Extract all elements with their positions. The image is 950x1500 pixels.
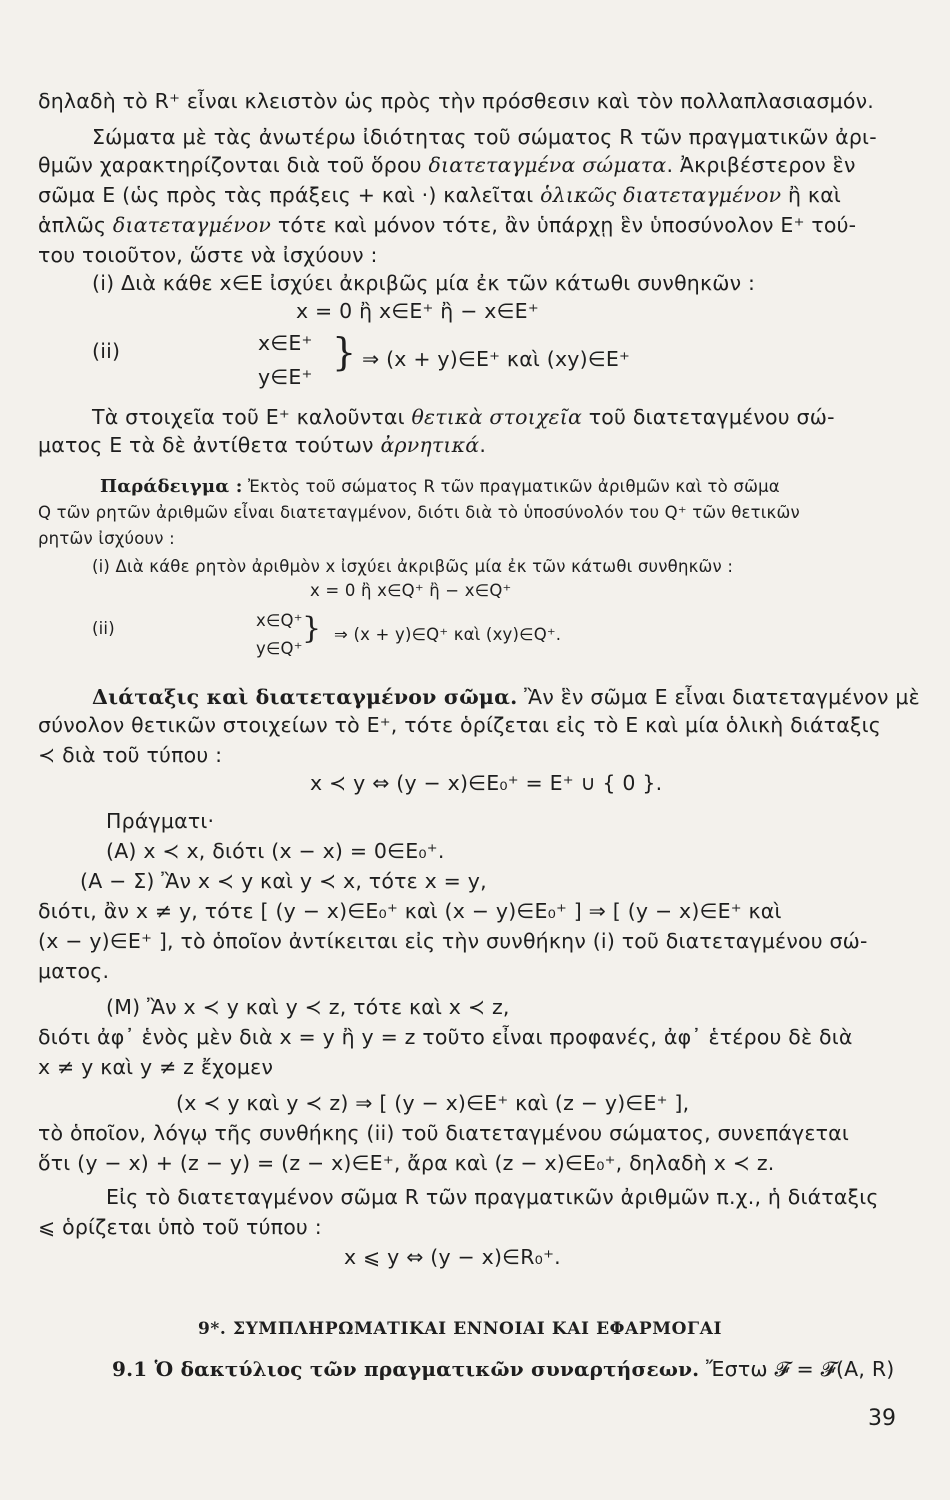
subsection-heading: 9.1 Ὁ δακτύλιος τῶν πραγματικῶν συναρτήσεων. Ἔστω 𝓕 = 𝓕(A, R) xyxy=(112,1357,895,1381)
italic-term: ἀρνητικά xyxy=(380,433,480,457)
italic-term: διατεταγμένα σώματα xyxy=(428,153,667,177)
text-line: Τὰ στοιχεῖα τοῦ E⁺ καλοῦνται θετικὰ στοιχεῖα τοῦ διατεταγμένου σώ- xyxy=(92,405,835,429)
text-line: x ≠ y καὶ y ≠ z ἔχομεν xyxy=(38,1055,274,1079)
text-line: σύνολον θετικῶν στοιχείων τὸ E⁺, τότε ὁρίζεται εἰς τὸ E καὶ μία ὁλικὴ διάταξις xyxy=(38,713,882,737)
condition-ii-label: (ii) xyxy=(92,339,121,363)
text-line: σῶμα E (ὡς πρὸς τὰς πράξεις + καὶ ·) καλεῖται ὁλικῶς διατεταγμένον ἢ καὶ xyxy=(38,183,842,207)
formula: x ≺ y ⇔ (y − x)∈E₀⁺ = E⁺ ∪ { 0 }. xyxy=(310,771,663,795)
text-line: ⩽ ὁρίζεται ὑπὸ τοῦ τύπου : xyxy=(38,1215,322,1239)
example-line: ρητῶν ἰσχύουν : xyxy=(38,529,175,548)
text-line: ≺ διὰ τοῦ τύπου : xyxy=(38,743,223,767)
formula: x = 0 ἢ x∈E⁺ ἢ − x∈E⁺ xyxy=(296,299,539,323)
example-title: Παράδειγμα : xyxy=(100,476,243,497)
text-line: θμῶν χαρακτηρίζονται διὰ τοῦ ὅρου διατεταγμένα σώματα. Ἀκριβέστερον ἓν xyxy=(38,153,856,177)
text-line: (x − y)∈E⁺ ], τὸ ὁποῖον ἀντίκειται εἰς τὴν συνθήκην (i) τοῦ διατεταγμένου σώ- xyxy=(38,929,868,953)
property-antisymmetric: (A − Σ) Ἂν x ≺ y καὶ y ≺ x, τότε x = y, xyxy=(80,869,487,893)
formula: x∈Q⁺ xyxy=(256,611,303,630)
text-line: ὅτι (y − x) + (z − y) = (z − x)∈E⁺, ἄρα καὶ (z − x)∈E₀⁺, δηλαδὴ x ≺ z. xyxy=(38,1151,775,1175)
property-transitive: (M) Ἂν x ≺ y καὶ y ≺ z, τότε καὶ x ≺ z, xyxy=(106,995,510,1019)
right-brace: } xyxy=(302,611,322,646)
text-line: Εἰς τὸ διατεταγμένον σῶμα R τῶν πραγματικῶν ἀριθμῶν π.χ., ἡ διάταξις xyxy=(106,1185,879,1209)
example-line: Παράδειγμα : Ἐκτὸς τοῦ σώματος R τῶν πραγματικῶν ἀριθμῶν καὶ τὸ σῶμα xyxy=(100,476,780,497)
right-brace: } xyxy=(332,330,357,374)
section-heading: 9*. ΣΥΜΠΛΗΡΩΜΑΤΙΚΑΙ ΕΝΝΟΙΑΙ ΚΑΙ ΕΦΑΡΜΟΓΑΙ xyxy=(198,1319,723,1339)
italic-term: θετικὰ στοιχεῖα xyxy=(411,405,583,429)
italic-term: διατεταγμένον xyxy=(112,213,272,237)
example-line: (i) Διὰ κάθε ρητὸν ἀριθμὸν x ἰσχύει ἀκριβῶς μία ἐκ τῶν κάτωθι συνθηκῶν : xyxy=(92,557,734,576)
text-line: ἁπλῶς διατεταγμένον τότε καὶ μόνον τότε, ἂν ὑπάρχῃ ἓν ὑποσύνολον E⁺ τού- xyxy=(38,213,857,237)
formula: x ⩽ y ⇔ (y − x)∈R₀⁺. xyxy=(344,1245,561,1269)
text-line: Διάταξις καὶ διατεταγμένον σῶμα. Ἂν ἓν σῶμα E εἶναι διατεταγμένον μὲ xyxy=(92,685,920,709)
formula: ⇒ (x + y)∈E⁺ καὶ (xy)∈E⁺ xyxy=(362,347,631,371)
text-line: Σώματα μὲ τὰς ἀνωτέρω ἰδιότητας τοῦ σώματος R τῶν πραγματικῶν ἀρι- xyxy=(92,125,877,149)
paragraph-title: Διάταξις καὶ διατεταγμένον σῶμα. xyxy=(92,685,518,709)
text-line: τὸ ὁποῖον, λόγῳ τῆς συνθήκης (ii) τοῦ διατεταγμένου σώματος, συνεπάγεται xyxy=(38,1121,849,1145)
formula: ⇒ (x + y)∈Q⁺ καὶ (xy)∈Q⁺. xyxy=(334,625,562,644)
text-line: διότι, ἂν x ≠ y, τότε [ (y − x)∈E₀⁺ καὶ (x − y)∈E₀⁺ ] ⇒ [ (y − x)∈E⁺ καὶ xyxy=(38,899,782,923)
text-line: διότι ἀφ᾽ ἑνὸς μὲν διὰ x = y ἢ y = z τοῦτο εἶναι προφανές, ἀφ᾽ ἑτέρου δὲ διὰ xyxy=(38,1025,853,1049)
page-number: 39 xyxy=(868,1406,896,1431)
formula: (x ≺ y καὶ y ≺ z) ⇒ [ (y − x)∈E⁺ καὶ (z − y)∈E⁺ ], xyxy=(176,1091,690,1115)
formula: x = 0 ἢ x∈Q⁺ ἢ − x∈Q⁺ xyxy=(310,581,512,600)
formula: y∈Q⁺ xyxy=(256,639,303,658)
example-line: Q τῶν ρητῶν ἀριθμῶν εἶναι διατεταγμένον, διότι διὰ τὸ ὑποσύνολόν του Q⁺ τῶν θετικῶν xyxy=(38,503,800,522)
formula: y∈E⁺ xyxy=(258,365,313,389)
condition-ii-label: (ii) xyxy=(92,619,115,638)
text-line: ματος E τὰ δὲ ἀντίθετα τούτων ἀρνητικά. xyxy=(38,433,487,457)
text-line: δηλαδὴ τὸ R⁺ εἶναι κλειστὸν ὡς πρὸς τὴν πρόσθεσιν καὶ τὸν πολλαπλασιασμόν. xyxy=(38,89,874,113)
condition-i: (i) Διὰ κάθε x∈E ἰσχύει ἀκριβῶς μία ἐκ τῶν κάτωθι συνθηκῶν : xyxy=(92,271,756,295)
text-line: Πράγματι· xyxy=(106,809,215,833)
text-line: του τοιοῦτον, ὥστε νὰ ἰσχύουν : xyxy=(38,243,378,267)
text-line: ματος. xyxy=(38,959,110,983)
property-reflexive: (A) x ≺ x, διότι (x − x) = 0∈E₀⁺. xyxy=(106,839,445,863)
formula: x∈E⁺ xyxy=(258,331,313,355)
italic-term: ὁλικῶς διατεταγμένον xyxy=(540,183,782,207)
